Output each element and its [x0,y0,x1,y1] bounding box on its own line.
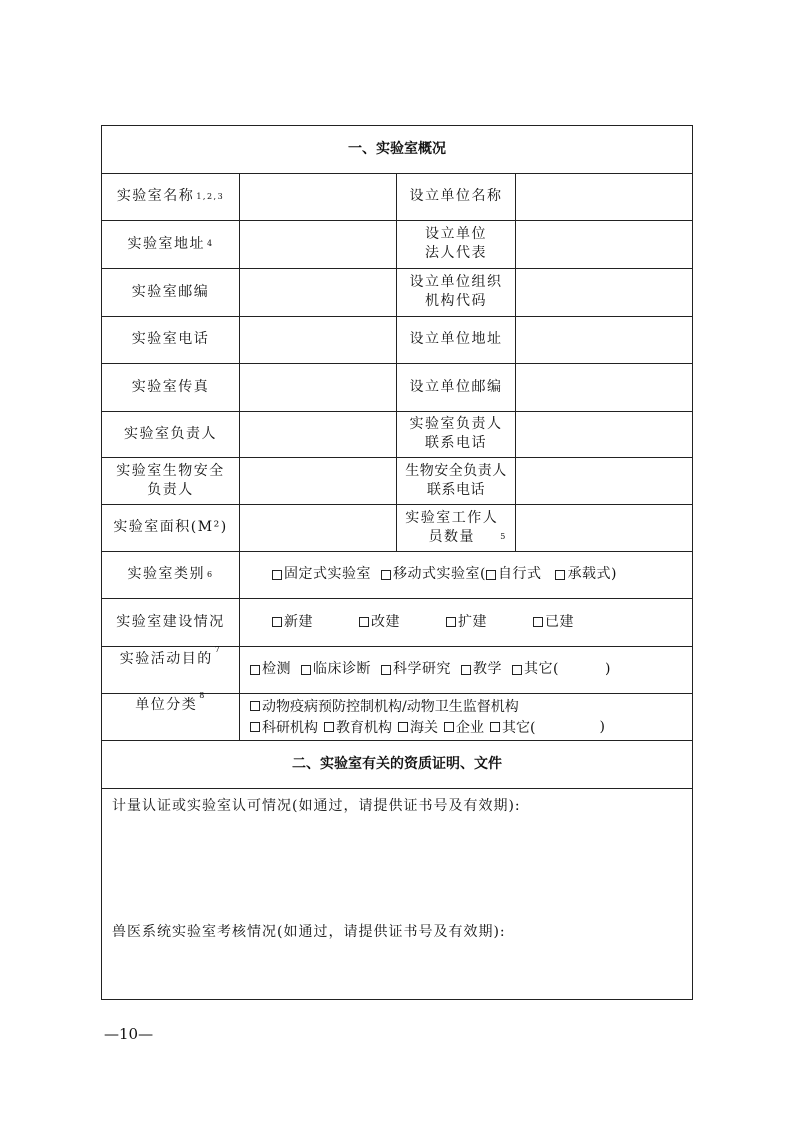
lab-address-input[interactable] [240,220,396,268]
lab-head-input[interactable] [240,411,396,457]
lab-area-label: 实验室面积(M²) [113,519,228,535]
lab-area-input[interactable] [240,504,396,551]
purpose-teaching-checkbox[interactable]: 教学 [461,660,502,679]
row-divider [102,788,692,789]
category-self-propelled-checkbox[interactable]: 自行式 [486,565,542,584]
unit-type-enterprise-checkbox[interactable]: 企业 [444,717,484,737]
lab-name-label: 实验室名称 1,2,3 [116,188,225,204]
construction-new-checkbox[interactable]: 新建 [272,613,313,632]
lab-postcode-label: 实验室邮编 [131,283,210,300]
org-postcode-input[interactable] [516,363,692,411]
construction-options [240,598,692,646]
unit-type-animal-disease-checkbox[interactable]: 动物疫病预防控制机构/动物卫生监督机构 [250,696,519,716]
org-address-input[interactable] [516,316,692,363]
lab-category-options [240,551,692,598]
lab-head-phone-label: 实验室负责人 联系电话 [409,416,503,451]
lab-address-label: 实验室地址 4 [127,235,214,252]
org-name-input[interactable] [516,173,692,220]
org-address-label: 设立单位地址 [409,331,503,347]
purpose-clinical-checkbox[interactable]: 临床诊断 [301,660,371,679]
veterinary-lab-assessment-input[interactable] [102,942,692,997]
category-mobile-checkbox[interactable]: 移动式实验室( [381,565,486,584]
unit-type-other-close: ) [599,719,605,735]
section2-title: 二、实验室有关的资质证明、文件 [292,755,502,772]
lab-head-label: 实验室负责人 [124,425,217,442]
biosafety-head-input[interactable] [240,457,396,504]
activity-purpose-label: 实验活动目的 7 [119,645,222,667]
metrology-certification-input[interactable] [102,816,692,916]
org-postcode-label: 设立单位邮编 [409,378,503,395]
unit-type-education-checkbox[interactable]: 教育机构 [324,717,392,737]
lab-phone-label: 实验室电话 [131,331,210,347]
unit-type-label: 单位分类 8 [135,691,206,713]
activity-purpose-options [240,646,692,693]
lab-fax-label: 实验室传真 [131,378,210,395]
lab-name-input[interactable] [240,173,396,220]
org-legal-rep-input[interactable] [516,220,692,268]
lab-category-label: 实验室类别 6 [127,566,214,582]
construction-status-label: 实验室建设情况 [116,613,225,630]
unit-type-customs-checkbox[interactable]: 海关 [398,717,438,737]
purpose-other-checkbox[interactable]: 其它( [512,660,559,679]
unit-type-research-checkbox[interactable]: 科研机构 [250,717,318,737]
unit-type-second-line [250,717,605,737]
lab-head-phone-input[interactable] [516,411,692,457]
category-fixed-checkbox[interactable]: 固定式实验室 [272,565,371,584]
lab-phone-input[interactable] [240,316,396,363]
section1-title: 一、实验室概况 [348,141,446,157]
construction-expand-checkbox[interactable]: 扩建 [446,613,487,632]
biosafety-head-phone-input[interactable] [516,457,692,504]
org-code-label: 设立单位组织 机构代码 [409,274,503,309]
org-name-label: 设立单位名称 [409,188,503,204]
purpose-testing-checkbox[interactable]: 检测 [250,660,291,679]
org-legal-rep-label: 设立单位 法人代表 [425,226,487,261]
category-carried-checkbox[interactable]: 承载式) [555,565,616,584]
veterinary-lab-assessment-note: 兽医系统实验室考核情况(如通过，请提供证书号及有效期): [112,924,506,940]
lab-postcode-input[interactable] [240,268,396,316]
purpose-research-checkbox[interactable]: 科学研究 [381,660,451,679]
lab-fax-input[interactable] [240,363,396,411]
biosafety-head-label: 实验室生物安全 负责人 [116,462,225,498]
biosafety-head-phone-label: 生物安全负责人 联系电话 [405,462,507,498]
unit-type-options [240,693,692,740]
metrology-certification-note: 计量认证或实验室认可情况(如通过，请提供证书号及有效期): [112,798,521,814]
org-code-input[interactable] [516,268,692,316]
unit-type-other-checkbox[interactable]: 其它( [490,717,535,737]
construction-built-checkbox[interactable]: 已建 [533,613,574,632]
staff-count-input[interactable] [516,504,692,551]
purpose-other-close: ) [604,661,611,677]
lab-overview-form [101,125,693,1000]
staff-count-label: 实验室工作人 员数量 5 [405,509,507,545]
construction-rebuild-checkbox[interactable]: 改建 [359,613,400,632]
page-number: —10— [104,1025,154,1043]
